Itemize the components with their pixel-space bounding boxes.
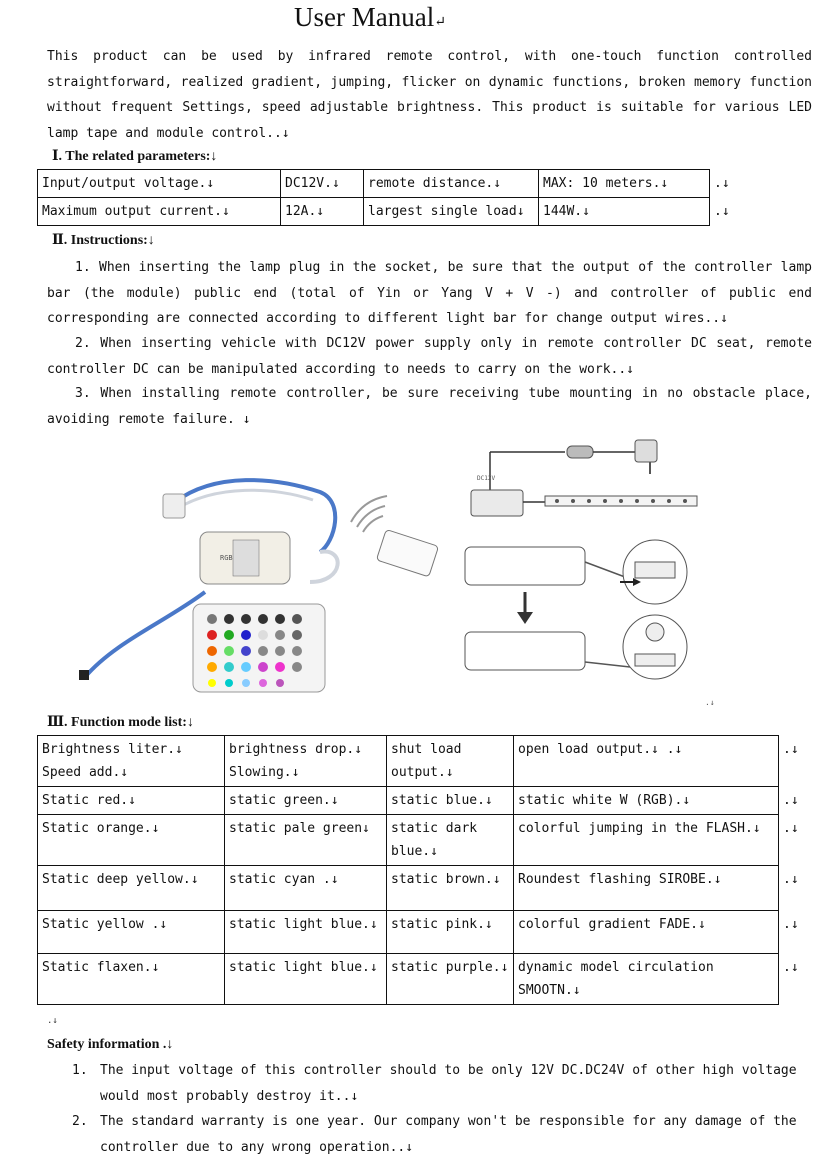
white-cable-icon — [175, 490, 313, 510]
page-title — [0, 2, 740, 33]
controller-label: DC12V — [477, 475, 496, 482]
lower-cable-icon — [85, 592, 205, 677]
table-row — [38, 170, 745, 198]
table-cell: .↓ — [783, 820, 799, 836]
table-row — [38, 911, 808, 954]
table-cell: .↓ — [783, 871, 799, 887]
table-cell: 12A.↓ — [281, 198, 364, 226]
section-function-heading: Ⅲ. Function mode list:↓ — [47, 715, 194, 730]
table-cell: static light blue.↓ — [225, 911, 387, 954]
table-cell: static green.↓ — [225, 787, 387, 815]
signal-icon — [363, 516, 383, 532]
receiver-tray-icon — [465, 547, 585, 585]
table-cell: static white W (RGB).↓ — [514, 787, 779, 815]
table-cell: largest single load↓ — [364, 198, 539, 226]
table-cell: .↓ — [783, 916, 799, 932]
table-cell: colorful gradient FADE.↓ — [514, 911, 779, 954]
spacer-mark: .↓ — [47, 1016, 58, 1026]
section-instructions-heading: Ⅱ. Instructions:↓ — [52, 233, 155, 248]
instruction-2: 2. When inserting vehicle with DC12V power supply only in remote controller DC seat, remote controller DC can be manipulated according to needs to carry on the work..↓ — [47, 336, 812, 377]
instruction-1: 1. When inserting the lamp plug in the socket, be sure that the output of the controller lamp bar (the module) public end (total of Yin or Yang V + V -) and controller of public end corresponding are connected according to different light bar for change output wires..↓ — [47, 260, 812, 326]
list-number: 1. — [72, 1063, 88, 1078]
connector-icon — [163, 494, 185, 518]
table-cell: brightness drop.↓ Slowing.↓ — [225, 736, 387, 787]
function-mode-table — [37, 735, 808, 1005]
table-cell: Static orange.↓ — [38, 815, 225, 866]
svg-text:RGB: RGB — [220, 554, 233, 562]
table-cell: Static yellow .↓ — [38, 911, 225, 954]
table-cell: Input/output voltage.↓ — [38, 170, 281, 198]
table-cell: static pale green↓ — [225, 815, 387, 866]
safety-item-2 — [72, 1109, 812, 1160]
mini-controller-icon — [471, 490, 523, 516]
table-cell: static pink.↓ — [387, 911, 514, 954]
title-mark: ↵ — [434, 15, 446, 30]
safety-heading: Safety information .↓ — [47, 1037, 174, 1052]
table-cell: .↓ — [714, 175, 730, 191]
table-cell: dynamic model circulation SMOOTN.↓ — [514, 954, 779, 1005]
list-number: 2. — [72, 1114, 88, 1129]
table-cell: 144W.↓ — [539, 198, 710, 226]
table-cell: .↓ — [783, 959, 799, 975]
table-cell: static dark blue.↓ — [387, 815, 514, 866]
table-cell: static purple.↓ — [387, 954, 514, 1005]
table-cell: DC12V.↓ — [281, 170, 364, 198]
table-cell: MAX: 10 meters.↓ — [539, 170, 710, 198]
table-cell: shut load output.↓ — [387, 736, 514, 787]
table-cell: remote distance.↓ — [364, 170, 539, 198]
table-row — [38, 736, 808, 787]
table-cell: open load output.↓ .↓ — [514, 736, 779, 787]
table-cell: Maximum output current.↓ — [38, 198, 281, 226]
table-cell: static cyan .↓ — [225, 866, 387, 911]
table-cell: .↓ — [714, 203, 730, 219]
plug-end-icon — [79, 670, 89, 680]
table-row — [38, 866, 808, 911]
table-cell: .↓ — [783, 741, 799, 757]
safety-text: The input voltage of this controller should to be only 12V DC.DC24V of other high voltage would most probably destroy it..↓ — [100, 1063, 797, 1104]
table-cell: Roundest flashing SIROBE.↓ — [514, 866, 779, 911]
wiring-illustration — [45, 432, 765, 712]
power-adapter-icon — [635, 440, 657, 462]
instruction-3: 3. When installing remote controller, be sure receiving tube mounting in no obstacle place, avoiding remote failure. ↓ — [47, 386, 812, 427]
safety-item-1 — [72, 1058, 812, 1109]
table-cell: static blue.↓ — [387, 787, 514, 815]
table-cell: Static flaxen.↓ — [38, 954, 225, 1005]
table-cell: colorful jumping in the FLASH.↓ — [514, 815, 779, 866]
table-row — [38, 787, 808, 815]
inline-connector-icon — [567, 446, 593, 458]
parameters-table — [37, 169, 745, 226]
table-cell: Static red.↓ — [38, 787, 225, 815]
safety-text: The standard warranty is one year. Our company won't be responsible for any damage of the controller due to any wrong operation..↓ — [100, 1114, 797, 1155]
table-cell: Static deep yellow.↓ — [38, 866, 225, 911]
intro-paragraph: This product can be used by infrared remote control, with one-touch function controlled straightforward, realized gradient, jumping, flicker on dynamic functions, broken memory function without frequent Settings, speed adjustable brightness. This product is suitable for various LED lamp tape and module control..↓ — [47, 49, 812, 141]
table-row — [38, 954, 808, 1005]
table-cell: static light blue.↓ — [225, 954, 387, 1005]
section-parameters-heading: Ⅰ. The related parameters:↓ — [52, 149, 218, 164]
title-text: User Manual — [294, 2, 435, 32]
table-row — [38, 198, 745, 226]
table-cell: Brightness liter.↓ Speed add.↓ — [38, 736, 225, 787]
table-cell: static brown.↓ — [387, 866, 514, 911]
small-remote-icon — [376, 529, 438, 576]
table-cell: .↓ — [783, 792, 799, 808]
table-row — [38, 815, 808, 866]
figure-mark: .↓ — [705, 698, 715, 707]
